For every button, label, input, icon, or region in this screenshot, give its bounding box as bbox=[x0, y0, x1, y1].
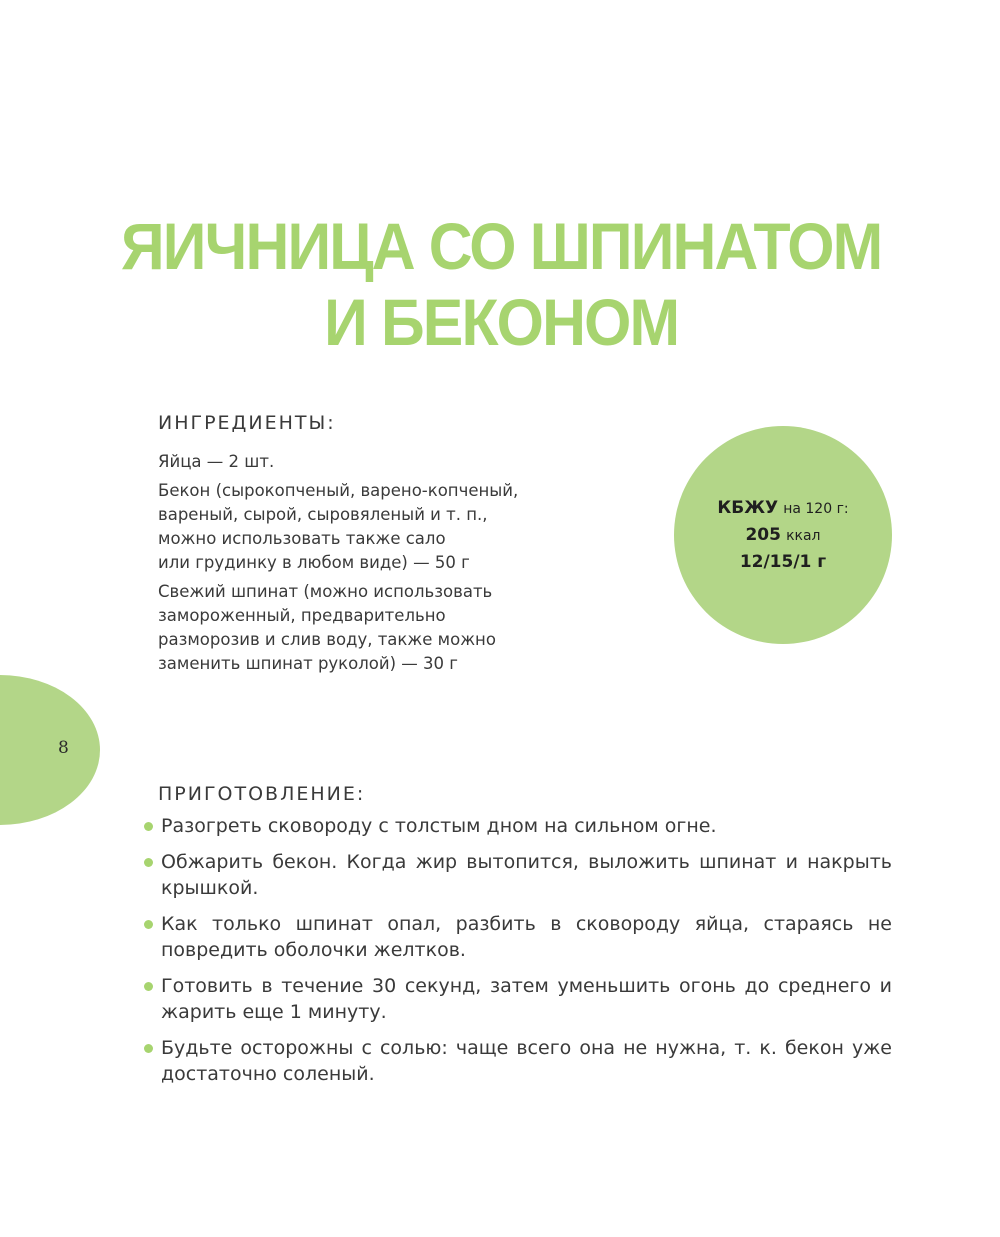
ingredients-heading: ИНГРЕДИЕНТЫ: bbox=[158, 412, 336, 434]
nutrition-macros: 12/15/1 г bbox=[739, 552, 827, 572]
bullet-icon bbox=[144, 1044, 153, 1053]
ingredient-item: Бекон (сырокопченый, варено-копченый, вареный, сырой, сыровяленый и т. п., можно использовать также сало или грудинку в любом виде) — 50 г bbox=[158, 481, 519, 572]
step-item bbox=[140, 813, 892, 839]
nutrition-header bbox=[717, 495, 848, 522]
nutrition-kcal bbox=[745, 522, 820, 549]
nutrition-portion: на 120 г: bbox=[783, 501, 849, 517]
step-text: Как только шпинат опал, разбить в сковороду яйца, стараясь не повредить оболочки желтков. bbox=[161, 913, 892, 961]
preparation-heading: ПРИГОТОВЛЕНИЕ: bbox=[158, 783, 366, 805]
step-item bbox=[140, 911, 892, 963]
preparation-steps bbox=[140, 813, 892, 1097]
nutrition-badge bbox=[674, 426, 892, 644]
recipe-title-line-2: И БЕКОНОМ bbox=[324, 285, 679, 360]
nutrition-kcal-value: 205 bbox=[745, 525, 781, 545]
step-item bbox=[140, 1035, 892, 1087]
nutrition-kcal-unit: ккал bbox=[786, 528, 821, 544]
recipe-title bbox=[41, 208, 961, 360]
step-text: Обжарить бекон. Когда жир вытопится, выложить шпинат и накрыть крышкой. bbox=[161, 851, 892, 899]
bullet-icon bbox=[144, 858, 153, 867]
ingredient-item: Свежий шпинат (можно использовать замороженный, предварительно разморозив и слив воду, также можно заменить шпинат руколой) — 30 г bbox=[158, 582, 496, 673]
bullet-icon bbox=[144, 982, 153, 991]
nutrition-macros-row bbox=[740, 549, 826, 575]
step-text: Готовить в течение 30 секунд, затем уменьшить огонь до среднего и жарить еще 1 минуту. bbox=[161, 975, 892, 1023]
step-text: Будьте осторожны с солью: чаще всего она не нужна, т. к. бекон уже достаточно соленый. bbox=[161, 1037, 892, 1085]
bullet-icon bbox=[144, 920, 153, 929]
ingredients-list bbox=[158, 450, 558, 681]
nutrition-label: КБЖУ bbox=[717, 498, 779, 518]
step-item bbox=[140, 849, 892, 901]
step-item bbox=[140, 973, 892, 1025]
page-number-circle bbox=[0, 675, 100, 825]
recipe-title-line-1: ЯИЧНИЦА СО ШПИНАТОМ bbox=[121, 209, 882, 284]
ingredient-item: Яйца — 2 шт. bbox=[158, 452, 275, 471]
step-text: Разогреть сковороду с толстым дном на сильном огне. bbox=[161, 815, 717, 837]
page-number: 8 bbox=[58, 738, 69, 758]
bullet-icon bbox=[144, 822, 153, 831]
